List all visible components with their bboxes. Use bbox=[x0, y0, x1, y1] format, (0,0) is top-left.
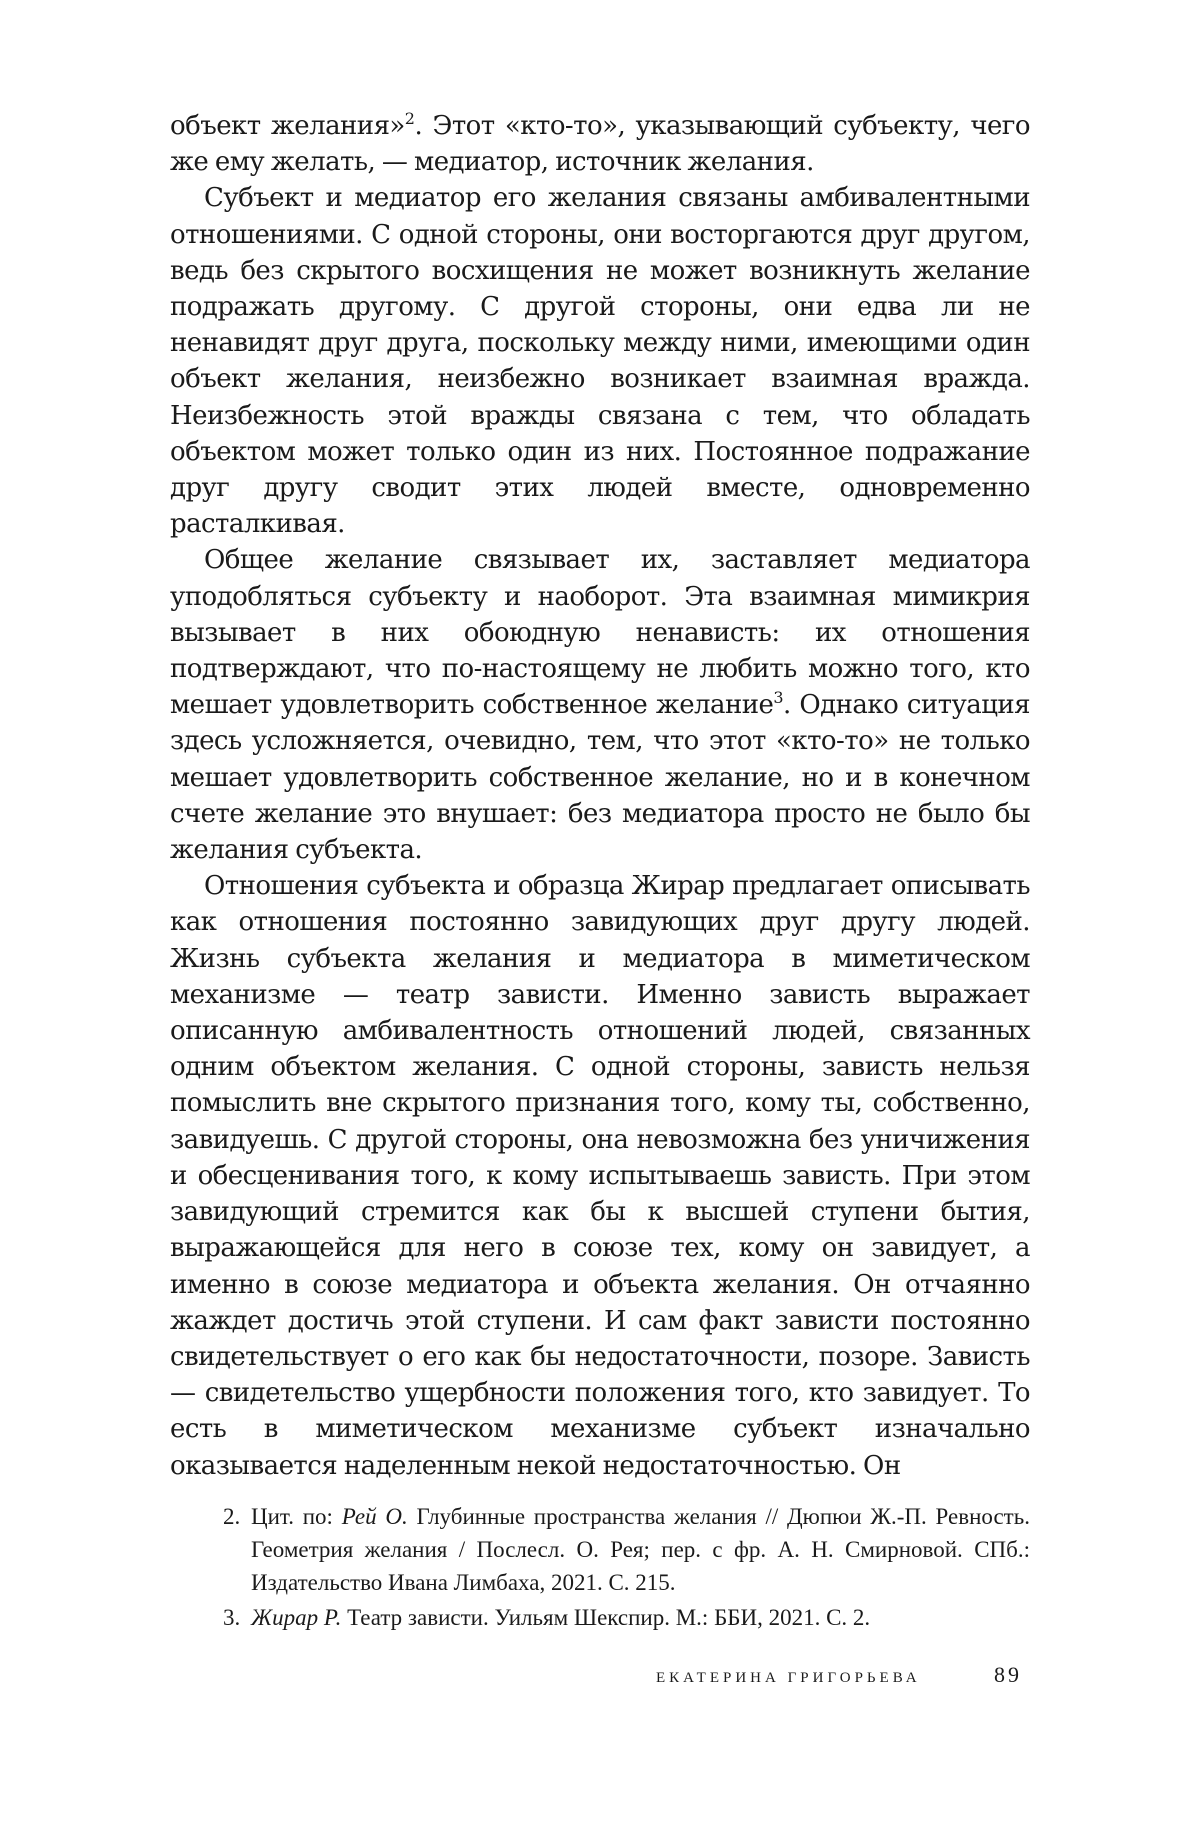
paragraph-text: Отношения субъекта и образца Жирар предлагает описывать как отношения постоянно завидующих друг другу людей. Жизнь субъекта желания и медиатора в миметическом механизме — театр зависти. Именно зависть выражает описанную амбивалентность отношений людей, связанных одним объектом желания. С одной стороны, зависть нельзя помыслить вне скрытого признания того, кому ты, собственно, завидуешь. С другой стороны, она невозможна без уничижения и обесценивания того, к кому испытываешь зависть. При этом завидующий стремится как бы к высшей ступени бытия, выражающейся для него в союзе тех, кому он завидует, а именно в союзе медиатора и объекта желания. Он отчаянно жаждет достичь этой ступени. И сам факт зависти постоянно свидетельствует о его как бы недостаточности, позоре. Зависть — свидетельство ущербности положения того, кто завидует. То есть в миметическом механизме субъект изначально оказывается наделенным некой недостаточностью. Он bbox=[170, 871, 1030, 1481]
page-body bbox=[170, 108, 1030, 1484]
footnote-text bbox=[251, 1500, 1030, 1599]
footnote-text bbox=[251, 1601, 1030, 1634]
footnote-ref-3[interactable]: 3 bbox=[773, 688, 784, 708]
paragraph-3 bbox=[170, 542, 1030, 868]
main-text bbox=[170, 108, 1030, 1484]
footnote-prefix: Цит. по: bbox=[251, 1504, 342, 1529]
paragraph-1 bbox=[170, 108, 1030, 180]
footnote-author: Жирар Р. bbox=[251, 1605, 342, 1630]
running-footer bbox=[600, 1662, 1030, 1696]
paragraph-text: . Однако ситуация здесь усложняется, очевидно, тем, что этот «кто-то» не только мешает удовлетворить собственное желание, но и в конечном счете желание это внушает: без медиатора просто не было бы желания субъекта. bbox=[170, 690, 1030, 866]
footnote-rest: Глубинные пространства желания // Дюпюи Ж.-П. Ревность. Геометрия желания / Послесл. О. Рея; пер. с фр. А. Н. Смирновой. СПб.: Издательство Ивана Лимбаха, 2021. С. 215. bbox=[251, 1504, 1030, 1595]
footnote-number: 2. bbox=[223, 1504, 241, 1529]
running-footer-author: ЕКАТЕРИНА ГРИГОРЬЕВА bbox=[656, 1670, 921, 1686]
footnote-3 bbox=[170, 1601, 1030, 1634]
paragraph-4 bbox=[170, 868, 1030, 1483]
paragraph-text: . Этот «кто-то», указывающий субъекту, чего же ему желать, — медиатор, источник желания. bbox=[170, 111, 1030, 178]
paragraph-text: объект желания» bbox=[170, 111, 405, 141]
footnote-number: 3. bbox=[223, 1605, 241, 1630]
footnotes bbox=[170, 1500, 1030, 1636]
page-number: 89 bbox=[994, 1662, 1022, 1687]
footnote-author: Рей О. bbox=[341, 1504, 408, 1529]
footnote-ref-2[interactable]: 2 bbox=[404, 109, 415, 128]
paragraph-text: Общее желание связывает их, заставляет медиатора уподобляться субъекту и наоборот. Эта взаимная мимикрия вызывает в них обоюдную ненависть: их отношения подтверждают, что по-настоящему не любить можно того, кто мешает удовлетворить собственное желание bbox=[170, 545, 1030, 721]
footnote-2 bbox=[170, 1500, 1030, 1599]
paragraph-text: Субъект и медиатор его желания связаны амбивалентными отношениями. С одной стороны, они восторгаются друг другом, ведь без скрытого восхищения не может возникнуть желание подражать другому. С другой стороны, они едва ли не ненавидят друг друга, поскольку между ними, имеющими один объект желания, неизбежно возникает взаимная вражда. Неизбежность этой вражды связана с тем, что обладать объектом может только один из них. Постоянное подражание друг другу сводит этих людей вместе, одновременно расталкивая. bbox=[170, 183, 1030, 540]
paragraph-2 bbox=[170, 180, 1030, 542]
footnote-rest: Театр зависти. Уильям Шекспир. М.: ББИ, 2021. С. 2. bbox=[341, 1605, 871, 1630]
